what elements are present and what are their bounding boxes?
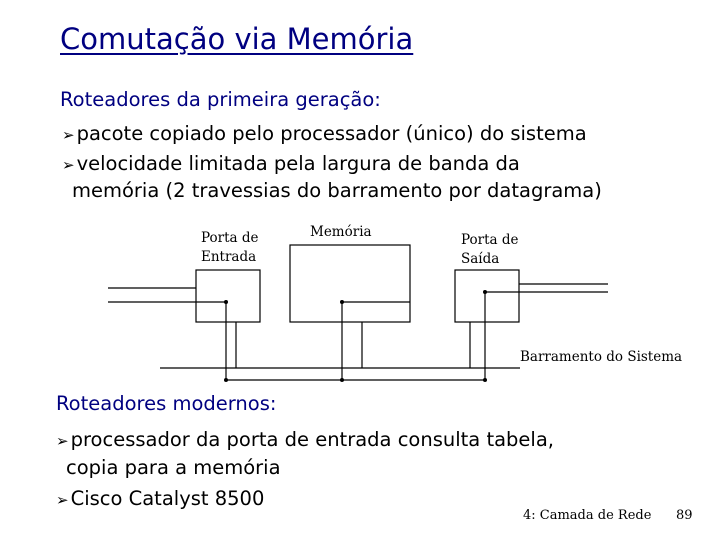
memory-box [290,245,410,322]
section1-bullet-2-cont: memória (2 travessias do barramento por datagrama) [72,179,602,202]
page-number: 89 [676,508,693,523]
output-port-box [455,270,519,322]
arrow-bullet-icon: ➢ [62,156,75,174]
input-port-box [196,270,260,322]
section2-bullet-1: ➢ processador da porta de entrada consulta tabela, [56,428,554,451]
section2-bullet-2: ➢ Cisco Catalyst 8500 [56,487,265,510]
section2-heading: Roteadores modernos: [56,392,277,415]
section1-bullet-1: ➢ pacote copiado pelo processador (único) do sistema [62,122,587,145]
arrow-bullet-icon: ➢ [56,432,69,450]
output-port-label: Porta de Saída [461,232,519,267]
arrow-bullet-icon: ➢ [62,126,75,144]
footer-chapter: 4: Camada de Rede [523,508,652,523]
slide-title: Comutação via Memória [60,22,414,56]
system-bus-label: Barramento do Sistema [520,349,683,365]
input-port-label: Porta de Entrada [201,230,259,265]
section2-bullet-1-cont: copia para a memória [66,456,281,479]
arrow-bullet-icon: ➢ [56,491,69,509]
section1-bullet-2: ➢ velocidade limitada pela largura de banda da [62,152,520,175]
memory-label: Memória [310,224,372,240]
section1-heading: Roteadores da primeira geração: [60,88,381,111]
